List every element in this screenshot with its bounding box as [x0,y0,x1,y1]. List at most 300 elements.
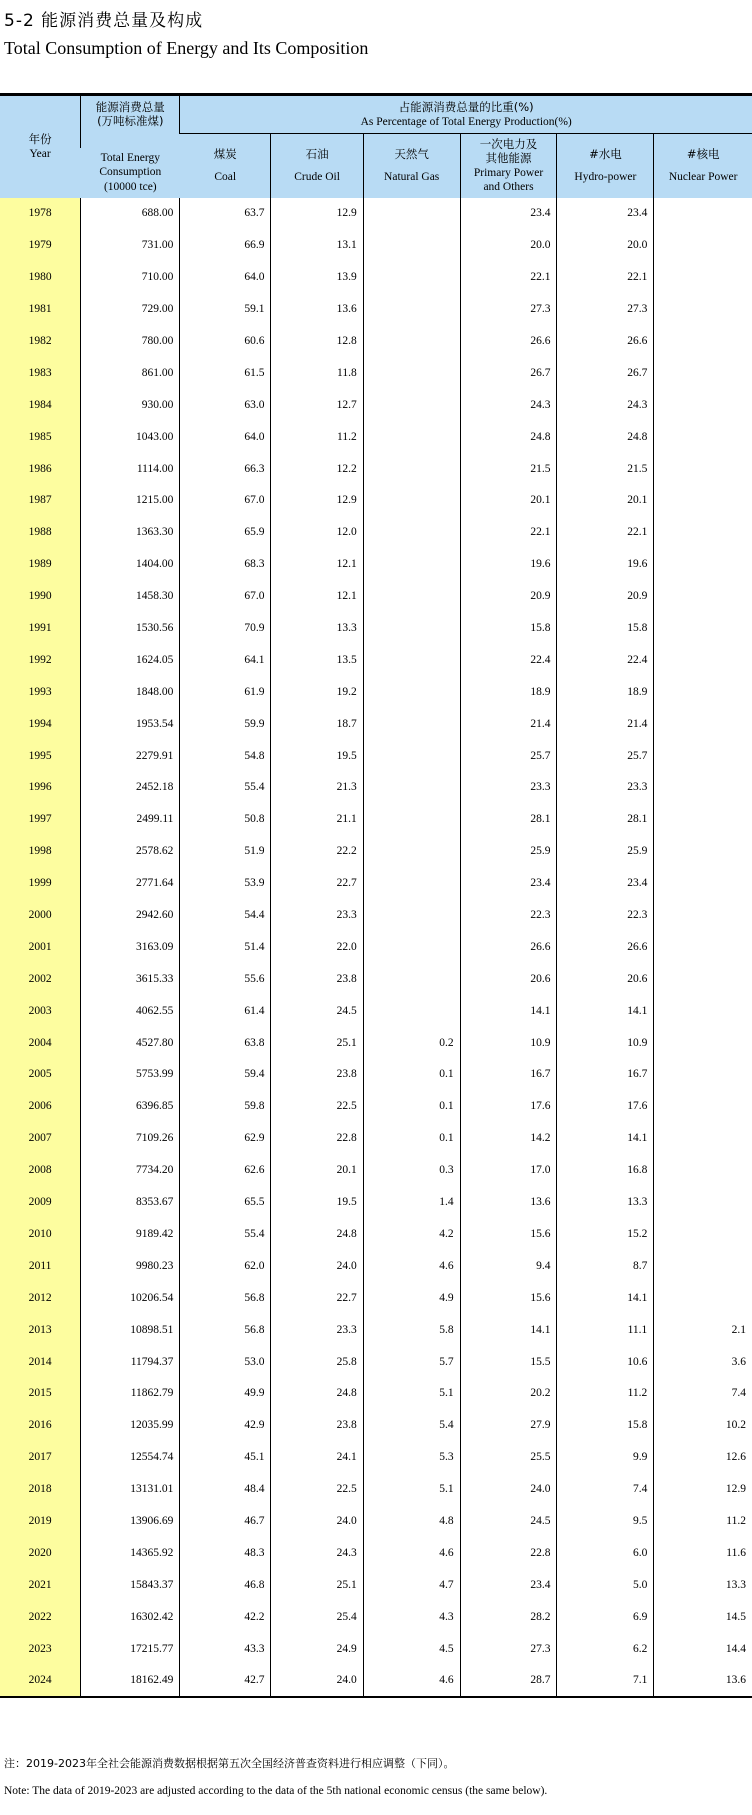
oil-cell: 24.0 [271,1664,363,1697]
gas-cell [363,867,460,899]
oil-cell: 21.3 [271,772,363,804]
total-cell: 3163.09 [81,931,180,963]
hydro-cell: 24.3 [557,389,654,421]
nuclear-cell [654,389,752,421]
gas-cell: 4.5 [363,1633,460,1665]
year-cell: 1982 [0,325,81,357]
gas-cell [363,708,460,740]
nuclear-cell [654,995,752,1027]
year-cell: 1993 [0,676,81,708]
table-row [0,835,752,867]
coal-cell: 62.0 [180,1250,271,1282]
gas-cell: 5.7 [363,1346,460,1378]
nuclear-cell [654,708,752,740]
primary-header [460,134,557,198]
total-cell: 731.00 [81,229,180,261]
year-cell: 2013 [0,1314,81,1346]
total-cell: 1848.00 [81,676,180,708]
gas-cell [363,803,460,835]
total-cell: 2578.62 [81,835,180,867]
hydro-cell: 10.6 [557,1346,654,1378]
table-row [0,803,752,835]
hydro-cell: 27.3 [557,293,654,325]
hydro-cell: 6.2 [557,1633,654,1665]
nuclear-cell [654,612,752,644]
oil-cell: 24.8 [271,1377,363,1409]
year-cell: 2005 [0,1059,81,1091]
oil-cell: 12.9 [271,198,363,230]
oil-cell: 24.3 [271,1537,363,1569]
year-cell: 2009 [0,1186,81,1218]
hydro-header-cn: #水电 [589,147,622,162]
primary-cell: 15.5 [460,1346,557,1378]
total-cell: 14365.92 [81,1537,180,1569]
hydro-cell: 20.0 [557,229,654,261]
primary-cell: 24.0 [460,1473,557,1505]
table-row [0,1186,752,1218]
total-header-en: Total Energy Consumption (10000 tce) [99,151,162,193]
gas-cell: 5.8 [363,1314,460,1346]
coal-cell: 55.4 [180,1218,271,1250]
coal-cell: 63.8 [180,1027,271,1059]
hydro-cell: 15.8 [557,1409,654,1441]
primary-cell: 10.9 [460,1027,557,1059]
primary-cell: 28.2 [460,1601,557,1633]
hydro-cell: 7.4 [557,1473,654,1505]
total-cell: 13131.01 [81,1473,180,1505]
gas-cell: 4.6 [363,1664,460,1697]
oil-header [271,134,363,198]
table-body [0,198,752,1698]
table-row [0,293,752,325]
page-title-en: Total Consumption of Energy and Its Composition [4,38,369,58]
year-cell: 1981 [0,293,81,325]
nuclear-cell [654,229,752,261]
primary-cell: 25.5 [460,1441,557,1473]
nuclear-cell [654,1090,752,1122]
nuclear-cell [654,261,752,293]
total-cell: 9189.42 [81,1218,180,1250]
nuclear-cell [654,1186,752,1218]
table-row [0,708,752,740]
nuclear-cell: 12.6 [654,1441,752,1473]
primary-cell: 20.2 [460,1377,557,1409]
nuclear-header-en: Nuclear Power [668,170,738,183]
hydro-cell: 16.7 [557,1059,654,1091]
coal-cell: 65.9 [180,516,271,548]
oil-cell: 23.3 [271,899,363,931]
energy-consumption-table [0,95,752,1698]
hydro-header-en: Hydro-power [574,170,637,183]
coal-cell: 42.9 [180,1409,271,1441]
hydro-cell: 17.6 [557,1090,654,1122]
primary-cell: 26.6 [460,931,557,963]
primary-cell: 22.3 [460,899,557,931]
table-row [0,1441,752,1473]
year-cell: 2022 [0,1601,81,1633]
total-cell: 2499.11 [81,803,180,835]
year-cell: 2001 [0,931,81,963]
oil-cell: 22.7 [271,867,363,899]
nuclear-cell [654,580,752,612]
primary-cell: 24.5 [460,1505,557,1537]
nuclear-cell: 13.6 [654,1664,752,1697]
total-header-cn: 能源消费总量 (万吨标准煤) [95,100,165,129]
table-row [0,1377,752,1409]
note-cn: 注：2019-2023年全社会能源消费数据根据第五次全国经济普查资料进行相应调整（下同）。 [4,1757,455,1770]
nuclear-cell [654,1027,752,1059]
coal-cell: 51.4 [180,931,271,963]
total-cell: 1404.00 [81,548,180,580]
year-cell: 2003 [0,995,81,1027]
coal-header-en: Coal [214,170,237,183]
table-row [0,1090,752,1122]
gas-cell: 4.6 [363,1537,460,1569]
total-cell: 1215.00 [81,485,180,517]
oil-cell: 23.8 [271,963,363,995]
oil-cell: 13.3 [271,612,363,644]
gas-cell [363,293,460,325]
hydro-cell: 10.9 [557,1027,654,1059]
oil-cell: 23.8 [271,1059,363,1091]
year-cell: 1984 [0,389,81,421]
primary-cell: 17.0 [460,1154,557,1186]
hydro-cell: 26.6 [557,931,654,963]
hydro-cell: 9.5 [557,1505,654,1537]
hydro-cell: 22.4 [557,644,654,676]
gas-cell: 0.1 [363,1122,460,1154]
year-cell: 2006 [0,1090,81,1122]
table-row [0,516,752,548]
year-cell: 2014 [0,1346,81,1378]
gas-cell [363,357,460,389]
year-cell: 2012 [0,1282,81,1314]
coal-cell: 53.9 [180,867,271,899]
primary-cell: 14.1 [460,995,557,1027]
nuclear-cell [654,1059,752,1091]
gas-cell: 4.3 [363,1601,460,1633]
primary-cell: 18.9 [460,676,557,708]
hydro-cell: 21.4 [557,708,654,740]
table-row [0,612,752,644]
primary-cell: 14.2 [460,1122,557,1154]
primary-cell: 20.1 [460,485,557,517]
hydro-cell: 19.6 [557,548,654,580]
year-cell: 1997 [0,803,81,835]
year-cell: 2019 [0,1505,81,1537]
nuclear-cell [654,899,752,931]
table-row [0,453,752,485]
year-cell: 1987 [0,485,81,517]
table-row [0,1505,752,1537]
table-row [0,676,752,708]
coal-cell: 70.9 [180,612,271,644]
nuclear-header [654,134,752,198]
year-cell: 1978 [0,198,81,230]
oil-cell: 12.7 [271,389,363,421]
gas-cell: 4.8 [363,1505,460,1537]
oil-cell: 22.8 [271,1122,363,1154]
table-row [0,1633,752,1665]
year-cell: 2008 [0,1154,81,1186]
year-cell: 2011 [0,1250,81,1282]
oil-cell: 25.1 [271,1027,363,1059]
nuclear-cell [654,867,752,899]
total-cell: 2771.64 [81,867,180,899]
table-row [0,261,752,293]
total-cell: 4062.55 [81,995,180,1027]
primary-cell: 28.7 [460,1664,557,1697]
total-cell: 710.00 [81,261,180,293]
hydro-cell: 23.3 [557,772,654,804]
table-row [0,1569,752,1601]
coal-cell: 43.3 [180,1633,271,1665]
coal-cell: 56.8 [180,1282,271,1314]
gas-cell [363,612,460,644]
hydro-cell: 20.6 [557,963,654,995]
nuclear-cell [654,421,752,453]
hydro-cell: 14.1 [557,1282,654,1314]
year-cell: 2016 [0,1409,81,1441]
note-en: Note: The data of 2019-2023 are adjusted according to the data of the 5th national economic census (the same below). [4,1785,548,1797]
coal-cell: 49.9 [180,1377,271,1409]
nuclear-cell [654,198,752,230]
oil-cell: 24.5 [271,995,363,1027]
year-cell: 1979 [0,229,81,261]
gas-cell [363,548,460,580]
hydro-cell: 22.1 [557,261,654,293]
coal-cell: 62.9 [180,1122,271,1154]
table-row [0,1027,752,1059]
total-cell: 861.00 [81,357,180,389]
hydro-cell: 28.1 [557,803,654,835]
nuclear-cell [654,1154,752,1186]
gas-cell: 0.2 [363,1027,460,1059]
primary-cell: 25.9 [460,835,557,867]
oil-cell: 22.0 [271,931,363,963]
nuclear-cell [654,676,752,708]
table-row [0,899,752,931]
hydro-cell: 6.9 [557,1601,654,1633]
coal-cell: 46.7 [180,1505,271,1537]
nuclear-cell [654,1250,752,1282]
oil-cell: 24.0 [271,1505,363,1537]
table-row [0,1154,752,1186]
hydro-cell: 6.0 [557,1537,654,1569]
oil-cell: 24.1 [271,1441,363,1473]
table-row [0,644,752,676]
oil-cell: 19.2 [271,676,363,708]
primary-cell: 9.4 [460,1250,557,1282]
coal-cell: 64.1 [180,644,271,676]
coal-cell: 61.9 [180,676,271,708]
total-cell: 12554.74 [81,1441,180,1473]
coal-cell: 61.5 [180,357,271,389]
nuclear-cell [654,485,752,517]
total-cell: 2942.60 [81,899,180,931]
nuclear-cell [654,803,752,835]
oil-cell: 11.8 [271,357,363,389]
table-row [0,963,752,995]
nuclear-cell [654,357,752,389]
table-row [0,1346,752,1378]
total-cell: 4527.80 [81,1027,180,1059]
primary-cell: 16.7 [460,1059,557,1091]
gas-cell: 4.9 [363,1282,460,1314]
hydro-cell: 23.4 [557,198,654,230]
year-cell: 2004 [0,1027,81,1059]
gas-cell: 5.3 [363,1441,460,1473]
hydro-cell: 5.0 [557,1569,654,1601]
nuclear-cell: 11.2 [654,1505,752,1537]
gas-cell [363,963,460,995]
gas-cell: 1.4 [363,1186,460,1218]
nuclear-cell: 10.2 [654,1409,752,1441]
nuclear-cell: 3.6 [654,1346,752,1378]
primary-cell: 22.8 [460,1537,557,1569]
oil-cell: 18.7 [271,708,363,740]
hydro-cell: 24.8 [557,421,654,453]
table-row [0,995,752,1027]
nuclear-cell: 12.9 [654,1473,752,1505]
hydro-cell: 15.2 [557,1218,654,1250]
year-cell: 2021 [0,1569,81,1601]
gas-cell [363,516,460,548]
oil-cell: 12.1 [271,580,363,612]
nuclear-cell [654,1122,752,1154]
oil-cell: 25.4 [271,1601,363,1633]
gas-cell [363,835,460,867]
total-cell: 1114.00 [81,453,180,485]
primary-cell: 20.0 [460,229,557,261]
coal-cell: 45.1 [180,1441,271,1473]
table-row [0,1122,752,1154]
year-cell: 1989 [0,548,81,580]
total-cell: 17215.77 [81,1633,180,1665]
hydro-cell: 7.1 [557,1664,654,1697]
primary-cell: 17.6 [460,1090,557,1122]
table-row [0,229,752,261]
total-cell: 1530.56 [81,612,180,644]
coal-header [180,134,271,198]
hydro-cell: 14.1 [557,995,654,1027]
oil-cell: 12.2 [271,453,363,485]
year-cell: 1988 [0,516,81,548]
gas-cell [363,772,460,804]
year-cell: 2015 [0,1377,81,1409]
hydro-cell: 20.1 [557,485,654,517]
coal-cell: 48.3 [180,1537,271,1569]
year-cell: 2010 [0,1218,81,1250]
total-cell: 11862.79 [81,1377,180,1409]
primary-cell: 23.4 [460,867,557,899]
gas-cell: 0.3 [363,1154,460,1186]
total-header-cn-cell [81,96,180,148]
coal-cell: 64.0 [180,261,271,293]
nuclear-cell [654,325,752,357]
year-cell: 1999 [0,867,81,899]
nuclear-cell: 11.6 [654,1537,752,1569]
table-row [0,740,752,772]
year-cell: 1996 [0,772,81,804]
coal-cell: 66.9 [180,229,271,261]
oil-cell: 19.5 [271,740,363,772]
gas-cell: 4.6 [363,1250,460,1282]
oil-header-cn: 石油 [305,147,329,162]
nuclear-cell [654,931,752,963]
year-cell: 2007 [0,1122,81,1154]
hydro-cell: 16.8 [557,1154,654,1186]
total-cell: 11794.37 [81,1346,180,1378]
coal-cell: 63.7 [180,198,271,230]
nuclear-cell [654,1282,752,1314]
gas-cell [363,740,460,772]
nuclear-cell [654,293,752,325]
gas-cell [363,580,460,612]
coal-cell: 55.6 [180,963,271,995]
coal-cell: 63.0 [180,389,271,421]
gas-cell: 5.1 [363,1473,460,1505]
page-title-cn: 5-2 能源消费总量及构成 [4,11,204,31]
gas-cell [363,931,460,963]
total-cell: 1624.05 [81,644,180,676]
year-header-cn: 年份 [28,132,52,147]
oil-cell: 12.9 [271,485,363,517]
coal-cell: 67.0 [180,485,271,517]
primary-cell: 13.6 [460,1186,557,1218]
gas-cell [363,389,460,421]
nuclear-cell [654,835,752,867]
hydro-cell: 25.7 [557,740,654,772]
hydro-cell: 15.8 [557,612,654,644]
table-row [0,485,752,517]
hydro-cell: 26.7 [557,357,654,389]
hydro-cell: 23.4 [557,867,654,899]
nuclear-cell [654,548,752,580]
table-row [0,1314,752,1346]
table-row [0,1059,752,1091]
nuclear-cell [654,740,752,772]
gas-cell [363,676,460,708]
oil-cell: 22.7 [271,1282,363,1314]
coal-cell: 59.9 [180,708,271,740]
coal-cell: 51.9 [180,835,271,867]
table-row [0,1218,752,1250]
primary-cell: 15.6 [460,1218,557,1250]
total-cell: 7734.20 [81,1154,180,1186]
year-cell: 1991 [0,612,81,644]
table-row [0,389,752,421]
coal-cell: 59.8 [180,1090,271,1122]
total-cell: 10206.54 [81,1282,180,1314]
total-cell: 1043.00 [81,421,180,453]
coal-cell: 64.0 [180,421,271,453]
primary-header-cn: 一次电力及 其他能源 [479,137,538,166]
table-row [0,867,752,899]
coal-cell: 48.4 [180,1473,271,1505]
primary-cell: 15.8 [460,612,557,644]
table-row [0,1282,752,1314]
primary-cell: 27.3 [460,1633,557,1665]
total-cell: 688.00 [81,198,180,230]
primary-cell: 19.6 [460,548,557,580]
table-row [0,1409,752,1441]
total-cell: 6396.85 [81,1090,180,1122]
hydro-cell: 11.1 [557,1314,654,1346]
primary-cell: 21.5 [460,453,557,485]
hydro-cell: 20.9 [557,580,654,612]
total-cell: 12035.99 [81,1409,180,1441]
